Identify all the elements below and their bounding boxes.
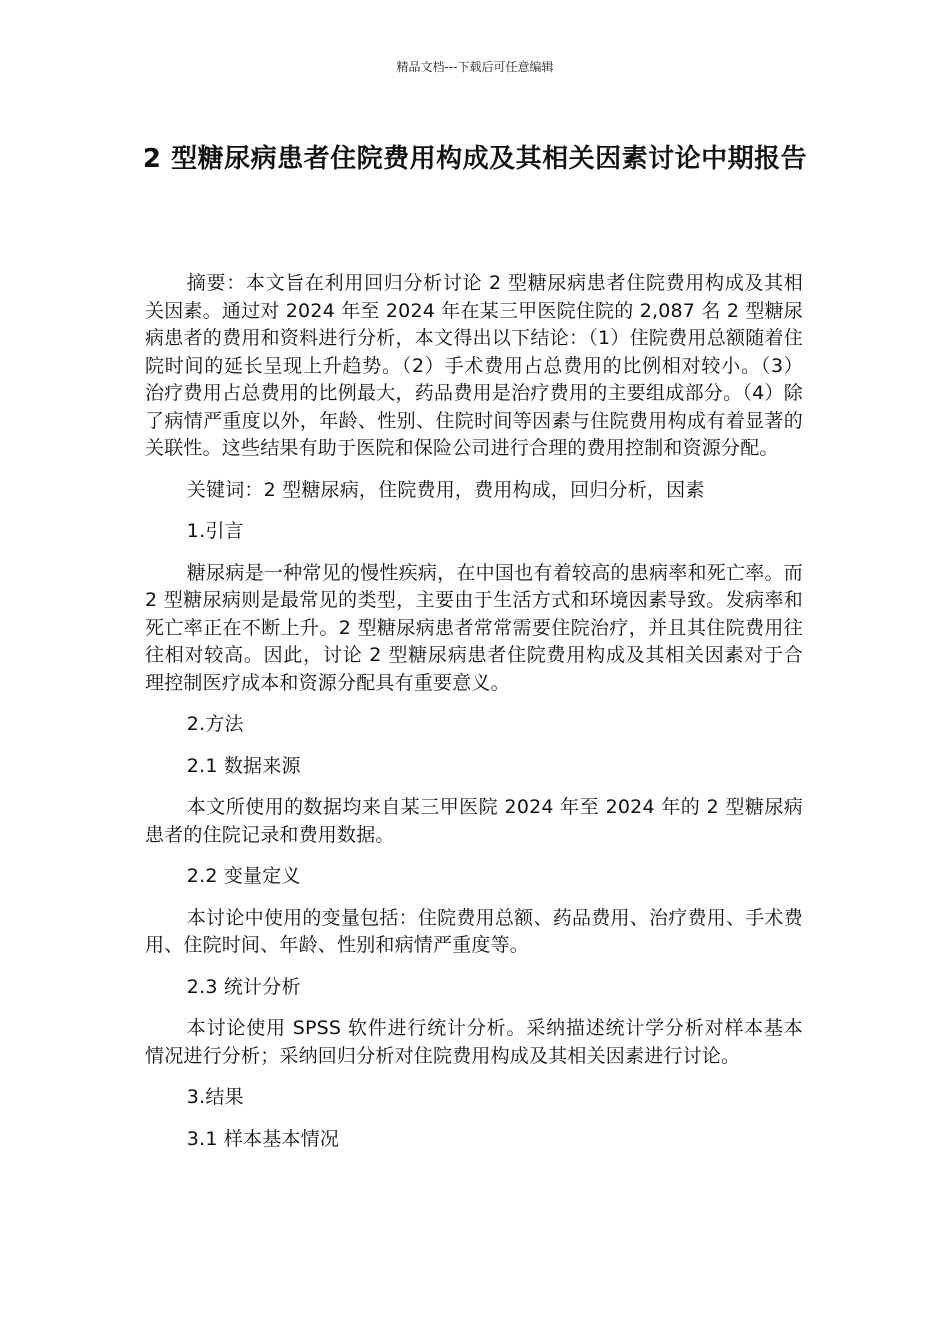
subsection-heading-sample: 3.1 样本基本情况 — [186, 1127, 340, 1150]
data-source-paragraph: 本文所使用的数据均来自某三甲医院 2024 年至 2024 年的 2 型糖尿病患者的住院记录和费用数据。 — [145, 796, 803, 846]
header-note: 精品文档---下载后可任意编辑 — [396, 60, 554, 74]
keywords-paragraph: 关键词：2 型糖尿病，住院费用，费用构成，回归分析，因素 — [186, 478, 705, 501]
subsection-heading-data-source: 2.1 数据来源 — [186, 754, 301, 777]
section-heading-introduction: 1.引言 — [186, 520, 244, 542]
introduction-paragraph: 糖尿病是一种常见的慢性疾病，在中国也有着较高的患病率和死亡率。而 2 型糖尿病则是最常见的类型，主要由于生活方式和环境因素导致。发病率和死亡率正在不断上升。2 型糖尿病患者常常需要住院治疗，并且其住院费用往往相对较高。因此，讨论 2 型糖尿病患者住院费用构成及其相关因素对于合理控制医疗成本和资源分配具有重要意义。 — [145, 561, 803, 694]
statistics-paragraph: 本讨论使用 SPSS 软件进行统计分析。采纳描述统计学分析对样本基本情况进行分析；采纳回归分析对住院费用构成及其相关因素进行讨论。 — [145, 1017, 803, 1067]
subsection-heading-variables: 2.2 变量定义 — [186, 865, 301, 887]
subsection-heading-statistics: 2.3 统计分析 — [186, 975, 301, 998]
document-body — [145, 270, 803, 1167]
section-heading-methods: 2.方法 — [186, 713, 244, 735]
section-heading-results: 3.结果 — [186, 1086, 244, 1108]
document-title: 2 型糖尿病患者住院费用构成及其相关因素讨论中期报告 — [142, 144, 808, 174]
abstract-paragraph: 摘要：本文旨在利用回归分析讨论 2 型糖尿病患者住院费用构成及其相关因素。通过对 2024 年至 2024 年在某三甲医院住院的 2,087 名 2 型糖尿病患者的费用和资料进行分析，本文得出以下结论：（1）住院费用总额随着住院时间的延长呈现上升趋势。（2）手术费用占总费用的比例相对较小。（3）治疗费用占总费用的比例最大，药品费用是治疗费用的主要组成部分。（4）除了病情严重度以外，年龄、性别、住院时间等因素与住院费用构成有着显著的关联性。这些结果有助于医院和保险公司进行合理的费用控制和资源分配。 — [145, 272, 803, 459]
variables-paragraph: 本讨论中使用的变量包括：住院费用总额、药品费用、治疗费用、手术费用、住院时间、年龄、性别和病情严重度等。 — [145, 906, 803, 956]
